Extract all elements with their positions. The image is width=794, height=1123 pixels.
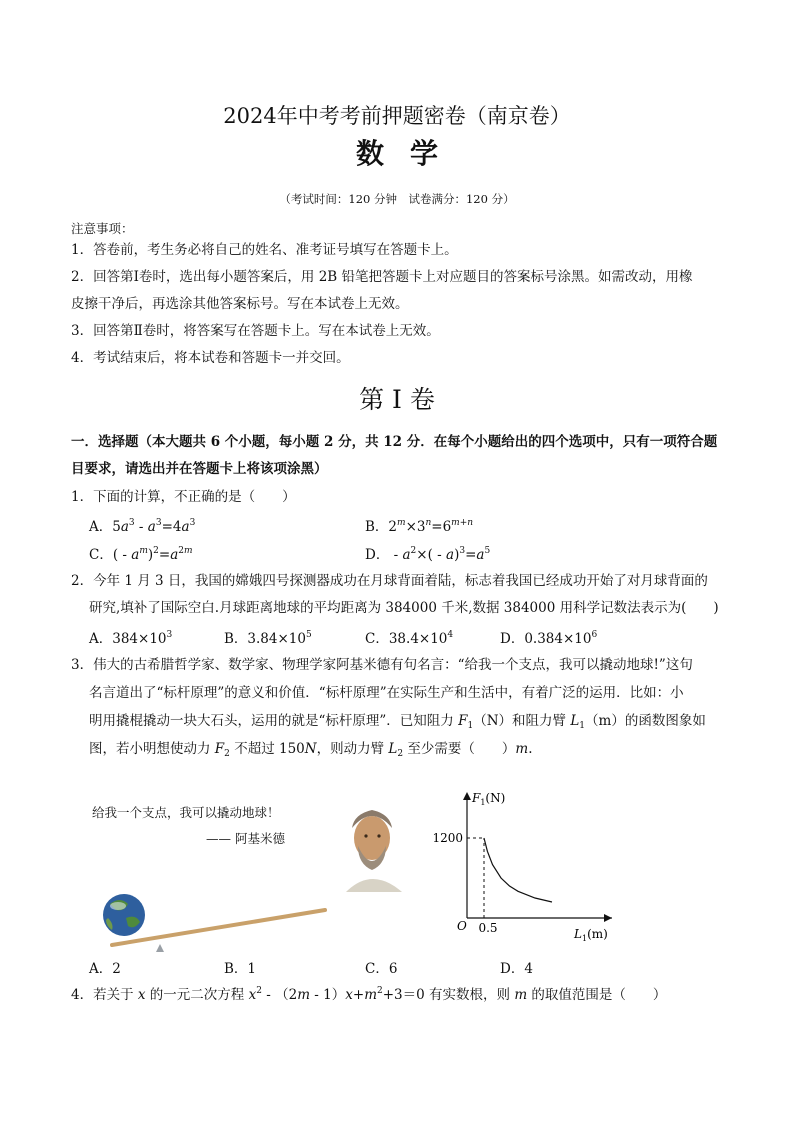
q4-stem: 4．若关于 x 的一元二次方程 $x^2 - (2m - 1)x+m^2+3=0$ 有实数根，则 m 的取值范围是（ ） bbox=[71, 986, 667, 1003]
exam-subject: 数学 bbox=[355, 137, 464, 170]
inverse-curve bbox=[484, 838, 552, 902]
q2-line1: 2．今年 1 月 3 日，我国的嫦娥四号探测器成功在月球背面着陆，标志着我国已经成功开始了对月球背面的 bbox=[71, 573, 708, 589]
y-axis-label: $F_1(N)$ bbox=[472, 791, 506, 807]
q1-option-a: A．$5a^3 - a^3=4a^3$ bbox=[89, 518, 196, 535]
earth-globe bbox=[103, 894, 145, 936]
y-axis-arrow bbox=[463, 792, 471, 800]
q3-line3: 明用撬棍撬动一块大石头，运用的就是“标杆原理”．已知阻力 $F_1(N)$和阻力臂 $L_1(m)$的函数图象如 bbox=[89, 713, 706, 731]
section1-line2: 目要求，请选出并在答题卡上将该项涂黑） bbox=[71, 461, 328, 477]
q3-option-b: B．1 bbox=[224, 961, 257, 977]
q2-option-b: B．$3.84\times 10^5$ bbox=[224, 630, 312, 647]
note-1: 1．答卷前，考生务必将自己的姓名、准考证号填写在答题卡上。 bbox=[71, 242, 458, 258]
q2-option-a: A．$384\times 10^3$ bbox=[89, 630, 173, 647]
archimedes-quote-author: —— 阿基米德 bbox=[206, 831, 285, 846]
q3-line2: 名言道出了“标杆原理”的意义和价值．“标杆原理”在实际生产和生活中，有着广泛的运用．比如：小 bbox=[89, 685, 684, 701]
q2-option-d: D．$0.384\times 10^6$ bbox=[500, 630, 598, 647]
y-tick-label: 1200 bbox=[432, 830, 463, 845]
q3-line4: 图，若小明想使动力 $F_2$ 不超过 150N，则动力臂 $L_2$ 至少需要（ ）m. bbox=[89, 741, 533, 759]
q3-option-d: D．4 bbox=[500, 961, 533, 977]
x-axis-label: $L_1(m)$ bbox=[574, 927, 608, 943]
section1-line1: 一．选择题（本大题共 6 个小题，每小题 2 分，共 12 分．在每个小题给出的四个选项中，只有一项符合题 bbox=[71, 434, 718, 450]
exam-time-info: （考试时间：120 分钟 试卷满分：120 分） bbox=[279, 192, 515, 206]
note-3: 3．回答第Ⅱ卷时，将答案写在答题卡上。写在本试卷上无效。 bbox=[71, 323, 440, 339]
q1-option-c: C．( - $a^m)^2=a^{2m}$ bbox=[89, 546, 193, 563]
q3-line1: 3．伟大的古希腊哲学家、数学家、物理学家阿基米德有句名言：“给我一个支点，我可以撬动地球!”这句 bbox=[71, 657, 693, 673]
note-2-line1: 2．回答第Ⅰ卷时，选出每小题答案后，用 2B 铅笔把答题卡上对应题目的答案标号涂黑。如需改动，用橡 bbox=[71, 269, 693, 285]
q3-option-a: A．2 bbox=[89, 961, 121, 977]
origin-label: O bbox=[457, 919, 467, 933]
archimedes-portrait bbox=[342, 810, 404, 892]
notes-heading: 注意事项： bbox=[71, 221, 134, 236]
exam-title: 2024年中考考前押题密卷（南京卷） bbox=[223, 104, 571, 128]
force-arm-graph bbox=[428, 782, 618, 948]
q2-line2: 研究,填补了国际空白.月球距离地球的平均距离为 384000 千米,数据 384000 用科学记数法表示为( ) bbox=[89, 600, 719, 616]
lever-illustration bbox=[90, 780, 420, 955]
q1-stem: 1．下面的计算，不正确的是（ ） bbox=[71, 489, 296, 505]
q1-option-b: B．$2^m\times 3^n=6^{m+n}$ bbox=[365, 518, 474, 535]
x-axis-arrow bbox=[604, 914, 612, 922]
part-title: 第 I 卷 bbox=[359, 385, 435, 414]
note-4: 4．考试结束后，将本试卷和答题卡一并交回。 bbox=[71, 350, 350, 366]
q1-option-d: D． - $a^2\times( - a)^3=a^5$ bbox=[365, 546, 491, 563]
q3-option-c: C．6 bbox=[365, 961, 398, 977]
x-tick-label: 0.5 bbox=[478, 921, 498, 935]
fulcrum bbox=[156, 944, 164, 952]
note-2-line2: 皮擦干净后，再选涂其他答案标号。写在本试卷上无效。 bbox=[71, 296, 409, 312]
archimedes-quote: 给我一个支点，我可以撬动地球！ bbox=[92, 805, 280, 820]
q2-option-c: C．$38.4\times 10^4$ bbox=[365, 630, 454, 647]
